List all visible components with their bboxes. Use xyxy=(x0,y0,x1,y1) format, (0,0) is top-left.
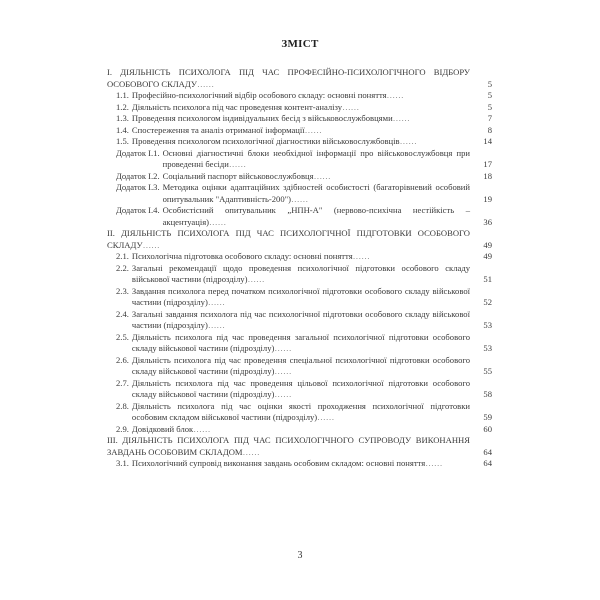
toc-entry-body xyxy=(116,205,470,228)
toc-entry-body xyxy=(116,424,470,436)
toc-entry-number: Додаток І.3. xyxy=(116,182,160,192)
dot-leader: …… xyxy=(228,159,247,169)
toc-entry-body xyxy=(116,182,470,205)
toc-entry-title: Проведення психологом індивідуальних бесід з військовослужбовцями…… xyxy=(131,113,410,123)
toc-entry-page: 5 xyxy=(487,90,492,100)
dot-leader: …… xyxy=(142,239,160,250)
toc-item xyxy=(107,90,492,102)
toc-entry-body xyxy=(107,67,470,90)
dot-leader: …… xyxy=(352,251,370,261)
toc-entry-title: І. ДІЯЛЬНІСТЬ ПСИХОЛОГА ПІД ЧАС ПРОФЕСІЙНО-ПСИХОЛОГІЧНОГО ВІДБОРУ ОСОБОВОГО СКЛАДУ…… xyxy=(107,67,470,89)
toc-entry-title: Завдання психолога перед початком психологічної підготовки особового складу військової частини (підрозділу)…… xyxy=(131,285,470,307)
toc-entry-number: Додаток І.1. xyxy=(116,147,160,158)
toc-entry-title: Методика оцінки адаптаційних здібностей особистості (багаторівневий особовий опитувальник "Адаптивність-200")…… xyxy=(162,182,470,204)
toc-entry-page: 19 xyxy=(483,193,492,204)
toc-entry-number: 2.7. xyxy=(116,377,129,388)
toc-entry-page: 17 xyxy=(483,159,492,169)
dot-leader: …… xyxy=(342,101,360,112)
dot-leader: …… xyxy=(193,423,211,434)
table-of-contents xyxy=(107,67,492,470)
toc-entry-title: Спостереження та аналіз отриманої інформації…… xyxy=(131,124,322,135)
dot-leader: …… xyxy=(392,113,410,123)
toc-appendix xyxy=(107,182,492,205)
toc-entry-body xyxy=(116,251,470,263)
toc-entry-body xyxy=(116,136,470,148)
toc-item xyxy=(107,458,492,470)
dot-leader: …… xyxy=(304,124,322,135)
toc-entry-number: 1.3. xyxy=(116,113,129,123)
dot-leader: …… xyxy=(209,216,227,227)
toc-entry-number: 2.9. xyxy=(116,423,129,434)
toc-entry-title: Основні діагностичні блоки необхідної інформації про військовослужбовця при проведенні бесіди…… xyxy=(162,147,470,169)
toc-entry-title: Діяльність психолога під час оцінки якості проходження психологічної підготовки особовим складом військової частини (підрозділу)…… xyxy=(131,400,470,422)
dot-leader: …… xyxy=(274,343,292,353)
toc-entry-page: 60 xyxy=(483,423,492,434)
toc-entry-number: 1.2. xyxy=(116,101,129,112)
toc-entry-title: Професійно-психологічний відбір особового складу: основні поняття…… xyxy=(131,90,404,100)
toc-entry-title: Проведення психологом психологічної діагностики військовослужбовців…… xyxy=(131,136,417,146)
toc-entry-body xyxy=(116,309,470,332)
dot-leader: …… xyxy=(399,136,417,146)
toc-entry-body xyxy=(116,102,470,114)
toc-entry-title: ІІІ. ДІЯЛЬНІСТЬ ПСИХОЛОГА ПІД ЧАС ПСИХОЛОГІЧНОГО СУПРОВОДУ ВИКОНАННЯ ЗАВДАНЬ ОСОБОВИМ СКЛАДОМ…… xyxy=(107,435,470,457)
toc-entry-body xyxy=(116,332,470,355)
toc-entry-page: 5 xyxy=(487,78,492,89)
toc-entry-title: ІІ. ДІЯЛЬНІСТЬ ПСИХОЛОГА ПІД ЧАС ПСИХОЛОГІЧНОЇ ПІДГОТОВКИ ОСОБОВОГО СКЛАДУ…… xyxy=(107,228,470,250)
toc-item xyxy=(107,309,492,332)
toc-item xyxy=(107,286,492,309)
toc-item xyxy=(107,355,492,378)
toc-entry-page: 7 xyxy=(487,113,492,123)
toc-entry-title: Загальні рекомендації щодо проведення психологічної підготовки особового складу військової частини (підрозділу)…… xyxy=(131,262,470,284)
toc-entry-number: Додаток І.2. xyxy=(116,170,160,181)
dot-leader: …… xyxy=(313,170,331,181)
toc-entry-page: 52 xyxy=(483,297,492,307)
toc-entry-number: 3.1. xyxy=(116,458,129,468)
toc-item xyxy=(107,113,492,125)
toc-item xyxy=(107,332,492,355)
toc-entry-body xyxy=(116,125,470,137)
toc-appendix xyxy=(107,171,492,183)
toc-entry-number: 2.8. xyxy=(116,400,129,411)
toc-entry-title: Діяльність психолога під час проведення спеціальної психологічної підготовки особового складу військової частини (підрозділу)…… xyxy=(131,354,470,376)
page-title: ЗМІСТ xyxy=(281,38,319,50)
toc-entry-body xyxy=(116,90,470,102)
toc-entry-title: Психологічна підготовка особового складу: основні поняття…… xyxy=(131,251,370,261)
dot-leader: …… xyxy=(425,458,443,468)
toc-entry-title: Особистісний опитувальник „НПН-А" (нервово-психічна нестійкість – акцентуація)…… xyxy=(162,205,470,227)
toc-entry-body xyxy=(107,435,470,458)
toc-entry-title: Діяльність психолога під час проведення загальної психологічної підготовки особового складу військової частини (підрозділу)…… xyxy=(131,331,470,353)
dot-leader: …… xyxy=(291,193,309,204)
toc-section xyxy=(107,228,492,251)
toc-entry-number: 2.1. xyxy=(116,251,129,261)
toc-entry-number: 1.5. xyxy=(116,136,129,146)
toc-entry-title: Загальні завдання психолога під час психологічної підготовки особового складу військової частини (підрозділу)…… xyxy=(131,308,470,330)
toc-entry-body xyxy=(116,401,470,424)
toc-entry-body xyxy=(116,148,470,171)
dot-leader: …… xyxy=(196,78,215,89)
toc-entry-number: 1.4. xyxy=(116,124,129,135)
toc-entry-page: 58 xyxy=(483,389,492,399)
toc-entry-page: 64 xyxy=(483,458,492,468)
toc-entry-body xyxy=(116,171,470,183)
dot-leader: …… xyxy=(247,274,265,284)
toc-entry-body xyxy=(116,355,470,378)
toc-entry-number: 2.4. xyxy=(116,308,129,319)
toc-entry-body xyxy=(107,228,470,251)
dot-leader: …… xyxy=(386,90,404,100)
toc-entry-body xyxy=(116,378,470,401)
toc-entry-page: 59 xyxy=(483,412,492,422)
toc-entry-number: 2.5. xyxy=(116,331,129,342)
toc-item xyxy=(107,136,492,148)
toc-entry-page: 49 xyxy=(483,251,492,261)
toc-entry-title: Соціальний паспорт військовослужбовця…… xyxy=(162,170,331,181)
toc-entry-title: Діяльність психолога під час проведення контент-аналізу…… xyxy=(131,101,360,112)
toc-entry-page: 55 xyxy=(483,366,492,376)
toc-entry-page: 5 xyxy=(487,101,492,112)
dot-leader: …… xyxy=(274,366,292,376)
toc-entry-number: 2.2. xyxy=(116,262,129,273)
toc-entry-page: 18 xyxy=(483,170,492,181)
dot-leader: …… xyxy=(242,446,260,457)
toc-appendix xyxy=(107,205,492,228)
toc-entry-title: Довідковий блок…… xyxy=(131,423,211,434)
toc-entry-number: 1.1. xyxy=(116,90,129,100)
toc-section xyxy=(107,435,492,458)
dot-leader: …… xyxy=(207,320,225,330)
toc-entry-page: 49 xyxy=(483,239,492,250)
toc-item xyxy=(107,102,492,114)
toc-item xyxy=(107,251,492,263)
dot-leader: …… xyxy=(274,389,292,399)
toc-entry-body xyxy=(116,113,470,125)
toc-entry-page: 53 xyxy=(483,343,492,353)
dot-leader: …… xyxy=(317,412,335,422)
toc-entry-page: 53 xyxy=(483,320,492,330)
toc-section xyxy=(107,67,492,90)
toc-entry-title: Психологічний супровід виконання завдань особовим складом: основні поняття…… xyxy=(131,458,443,468)
toc-entry-page: 8 xyxy=(487,124,492,135)
toc-item xyxy=(107,401,492,424)
toc-entry-page: 14 xyxy=(483,136,492,146)
toc-entry-page: 51 xyxy=(483,274,492,284)
dot-leader: …… xyxy=(207,297,225,307)
toc-entry-number: 2.6. xyxy=(116,354,129,365)
page-number: 3 xyxy=(297,550,303,561)
toc-item xyxy=(107,424,492,436)
toc-entry-page: 64 xyxy=(483,446,492,457)
toc-item xyxy=(107,378,492,401)
toc-entry-page: 36 xyxy=(483,216,492,227)
toc-entry-title: Діяльність психолога під час проведення цільової психологічної підготовки особового складу військової частини (підрозділу)…… xyxy=(131,377,470,399)
toc-entry-number: Додаток І.4. xyxy=(116,205,160,215)
toc-item xyxy=(107,125,492,137)
toc-entry-number: 2.3. xyxy=(116,285,129,296)
toc-entry-body xyxy=(116,458,470,470)
toc-entry-body xyxy=(116,286,470,309)
toc-item xyxy=(107,263,492,286)
toc-appendix xyxy=(107,148,492,171)
toc-entry-body xyxy=(116,263,470,286)
